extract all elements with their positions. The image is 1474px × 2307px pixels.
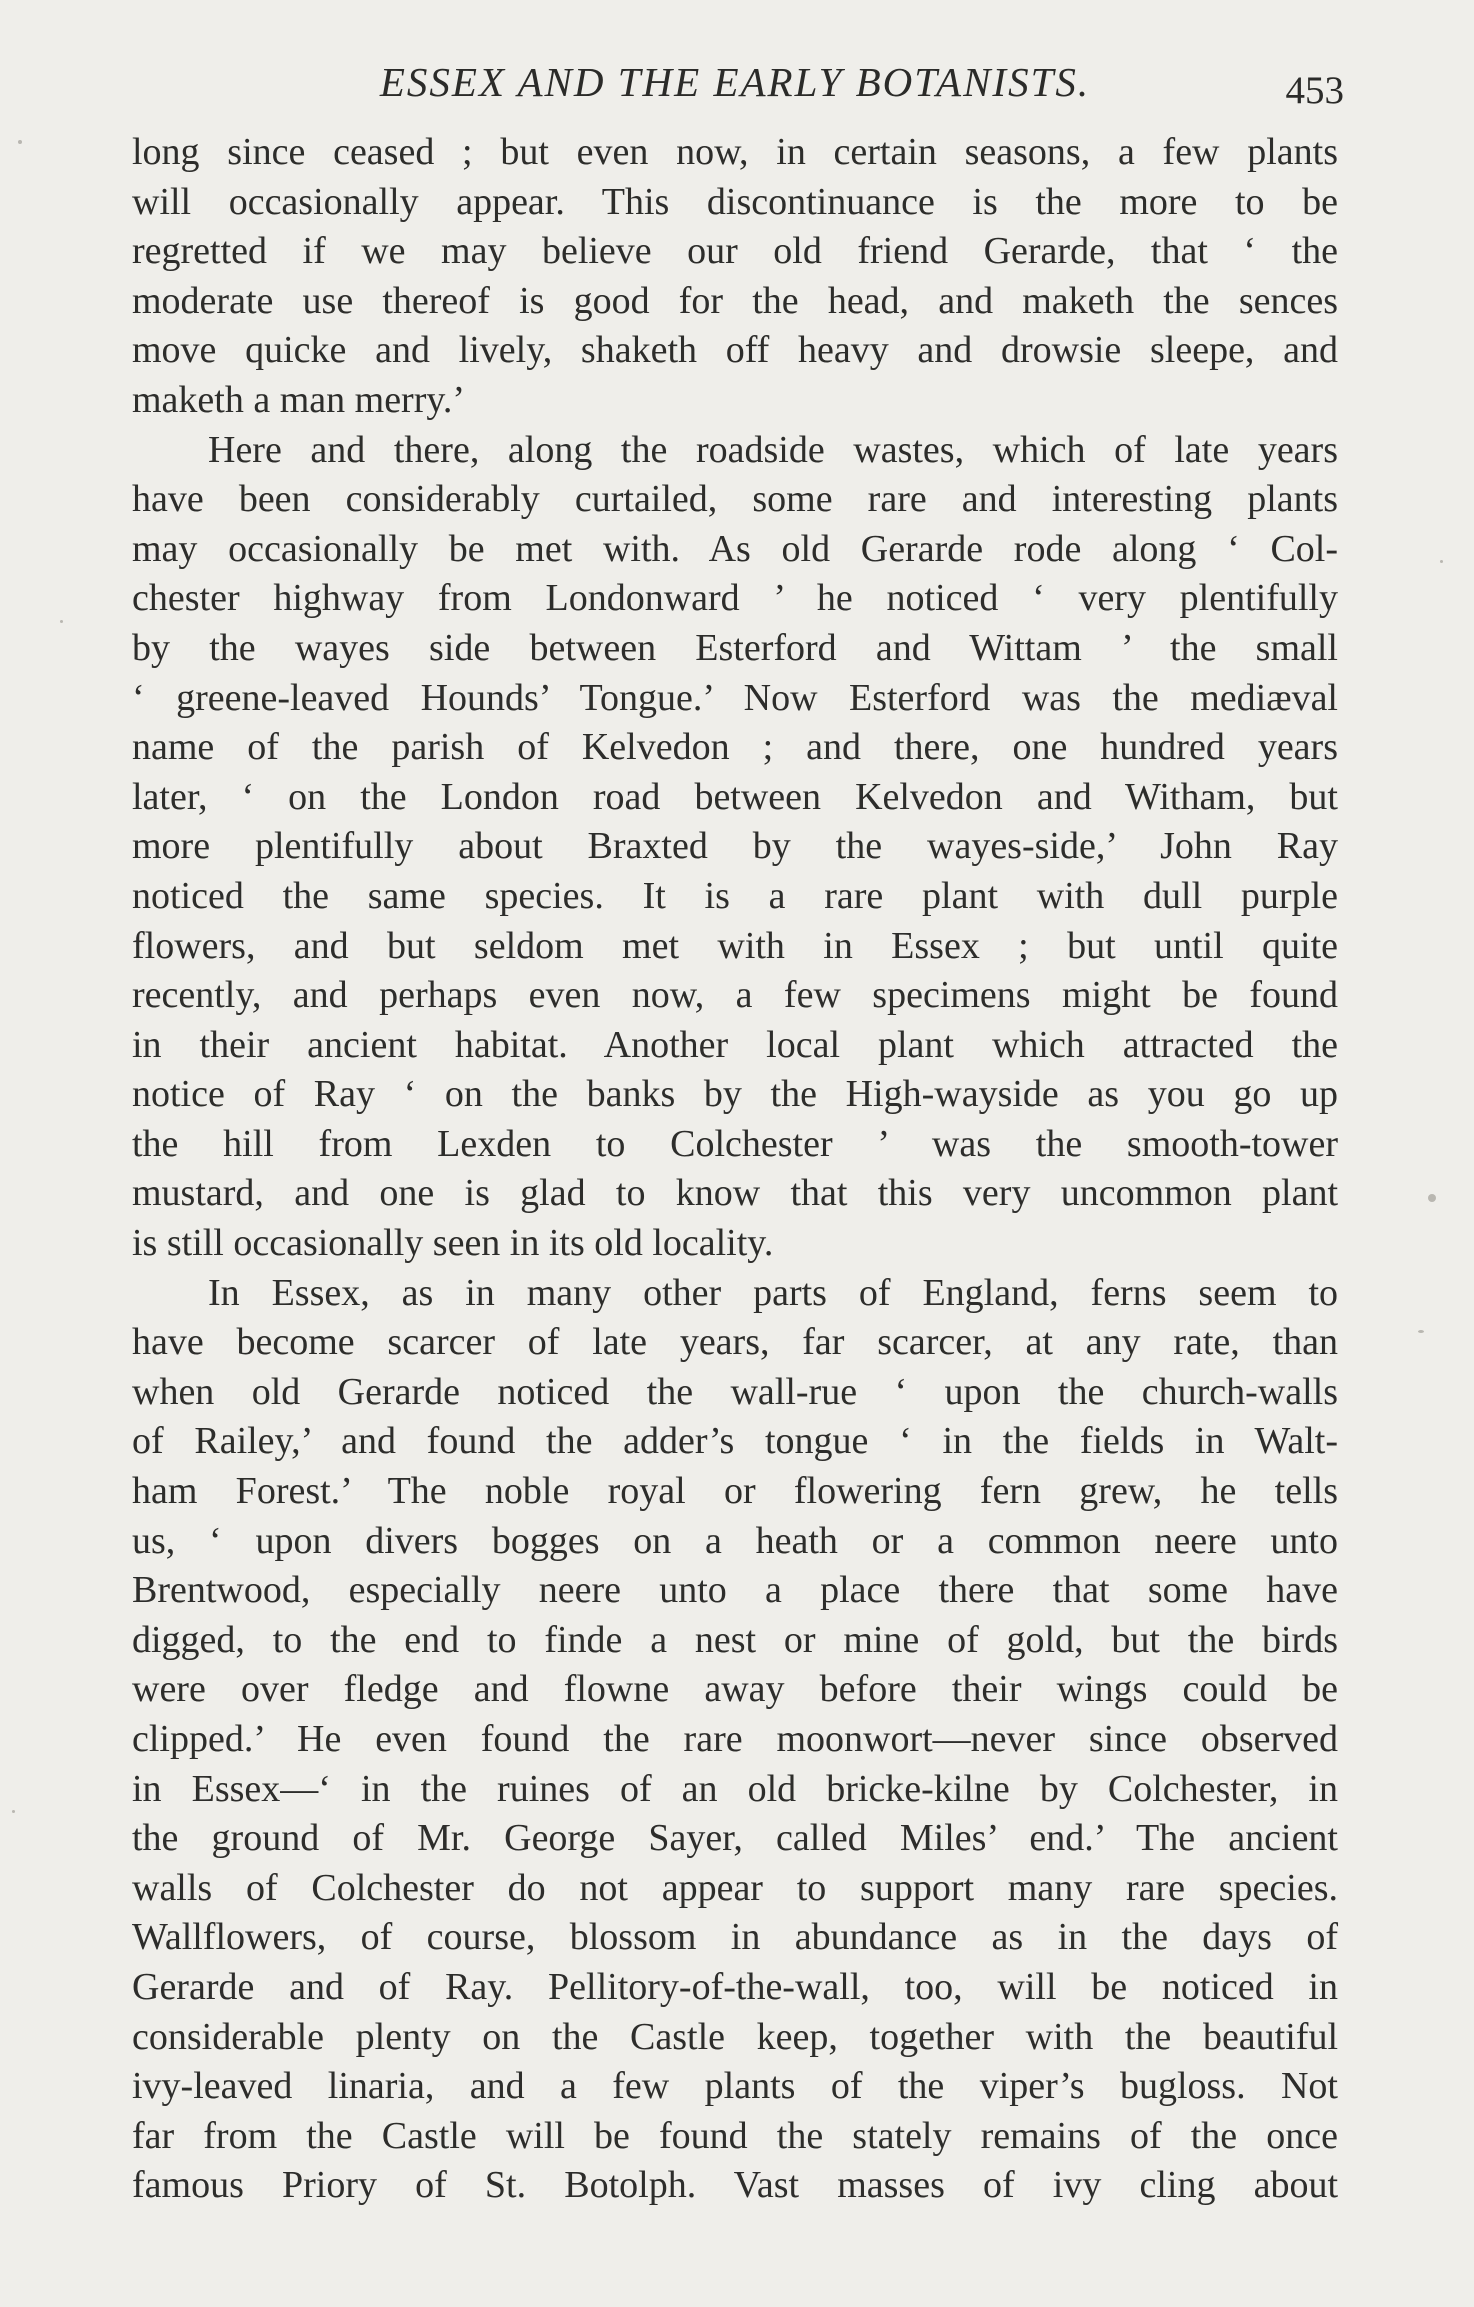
text-line: were over fledge and flowne away before their wings could be: [132, 1668, 1338, 1711]
text-line: later, ‘ on the London road between Kelvedon and Witham, but: [132, 775, 1338, 818]
text-line: long since ceased ; but even now, in certain seasons, a few plants: [132, 131, 1338, 173]
paragraph: [132, 1269, 1338, 2211]
text-line: will occasionally appear. This discontinuance is the more to be: [132, 180, 1338, 223]
text-line: recently, and perhaps even now, a few specimens might be found: [132, 974, 1338, 1017]
text-line: mustard, and one is glad to know that this very uncommon plant: [132, 1172, 1338, 1215]
text-line: move quicke and lively, shaketh off heavy and drowsie sleepe, and: [132, 329, 1338, 372]
text-line: flowers, and but seldom met with in Essex ; but until quite: [132, 924, 1338, 967]
text-line: in their ancient habitat. Another local plant which attracted the: [132, 1023, 1338, 1066]
text-line: have been considerably curtailed, some rare and interesting plants: [132, 478, 1338, 521]
text-line: moderate use thereof is good for the head, and maketh the sences: [132, 279, 1338, 322]
body-text: [132, 128, 1338, 2211]
text-line: when old Gerarde noticed the wall-rue ‘ upon the church-walls: [132, 1370, 1338, 1413]
text-line: Gerarde and of Ray. Pellitory-of-the-wall, too, will be noticed in: [132, 1965, 1338, 2008]
text-line: is still occasionally seen in its old locality.: [132, 1222, 774, 1265]
text-line: walls of Colchester do not appear to support many rare species.: [132, 1866, 1338, 1909]
paper-speck: [1440, 560, 1443, 563]
running-title: ESSEX AND THE EARLY BOTANISTS.: [379, 59, 1091, 105]
text-line: digged, to the end to finde a nest or mine of gold, but the birds: [132, 1618, 1338, 1661]
text-line: considerable plenty on the Castle keep, together with the beautiful: [132, 2015, 1338, 2058]
text-line: clipped.’ He even found the rare moonwort—never since observed: [132, 1718, 1338, 1760]
paper-speck: [60, 620, 63, 623]
text-line: notice of Ray ‘ on the banks by the High-wayside as you go up: [132, 1073, 1338, 1116]
text-line: maketh a man merry.’: [132, 378, 466, 421]
text-line: more plentifully about Braxted by the wayes-side,’ John Ray: [132, 825, 1338, 868]
paper-speck: [12, 1810, 15, 1813]
text-line: have become scarcer of late years, far scarcer, at any rate, than: [132, 1321, 1338, 1364]
text-line: Here and there, along the roadside wastes, which of late years: [208, 428, 1338, 471]
text-line: ‘ greene-leaved Hounds’ Tongue.’ Now Esterford was the mediæval: [132, 676, 1338, 719]
running-header: [130, 50, 1344, 120]
text-line: by the wayes side between Esterford and Wittam ’ the small: [132, 626, 1338, 669]
text-line: ham Forest.’ The noble royal or flowering fern grew, he tells: [132, 1470, 1338, 1513]
paragraph: [132, 128, 1338, 426]
text-line: may occasionally be met with. As old Gerarde rode along ‘ Col-: [132, 527, 1338, 570]
text-line: Wallflowers, of course, blossom in abundance as in the days of: [132, 1916, 1338, 1959]
paper-speck: [1418, 1330, 1424, 1333]
text-line: the hill from Lexden to Colchester ’ was the smooth-tower: [132, 1122, 1338, 1165]
paper-speck: [18, 140, 22, 144]
text-line: In Essex, as in many other parts of England, ferns seem to: [208, 1271, 1338, 1314]
text-line: far from the Castle will be found the stately remains of the once: [132, 2114, 1338, 2157]
text-line: us, ‘ upon divers bogges on a heath or a common neere unto: [132, 1519, 1338, 1562]
text-line: chester highway from Londonward ’ he noticed ‘ very plentifully: [132, 577, 1338, 620]
text-line: regretted if we may believe our old friend Gerarde, that ‘ the: [132, 230, 1338, 273]
text-line: Brentwood, especially neere unto a place there that some have: [132, 1569, 1338, 1612]
text-line: the ground of Mr. George Sayer, called Miles’ end.’ The ancient: [132, 1817, 1338, 1860]
page-number: 453: [1285, 69, 1344, 112]
paragraph: [132, 426, 1338, 1269]
paper-speck: [1428, 1194, 1436, 1202]
text-line: noticed the same species. It is a rare plant with dull purple: [132, 874, 1338, 917]
text-line: famous Priory of St. Botolph. Vast masses of ivy cling about: [132, 2164, 1338, 2207]
text-line: ivy-leaved linaria, and a few plants of the viper’s bugloss. Not: [132, 2065, 1338, 2108]
text-line: of Railey,’ and found the adder’s tongue ‘ in the fields in Walt-: [132, 1420, 1338, 1463]
text-line: in Essex—‘ in the ruines of an old bricke-kilne by Colchester, in: [132, 1767, 1338, 1810]
text-line: name of the parish of Kelvedon ; and there, one hundred years: [132, 726, 1338, 769]
